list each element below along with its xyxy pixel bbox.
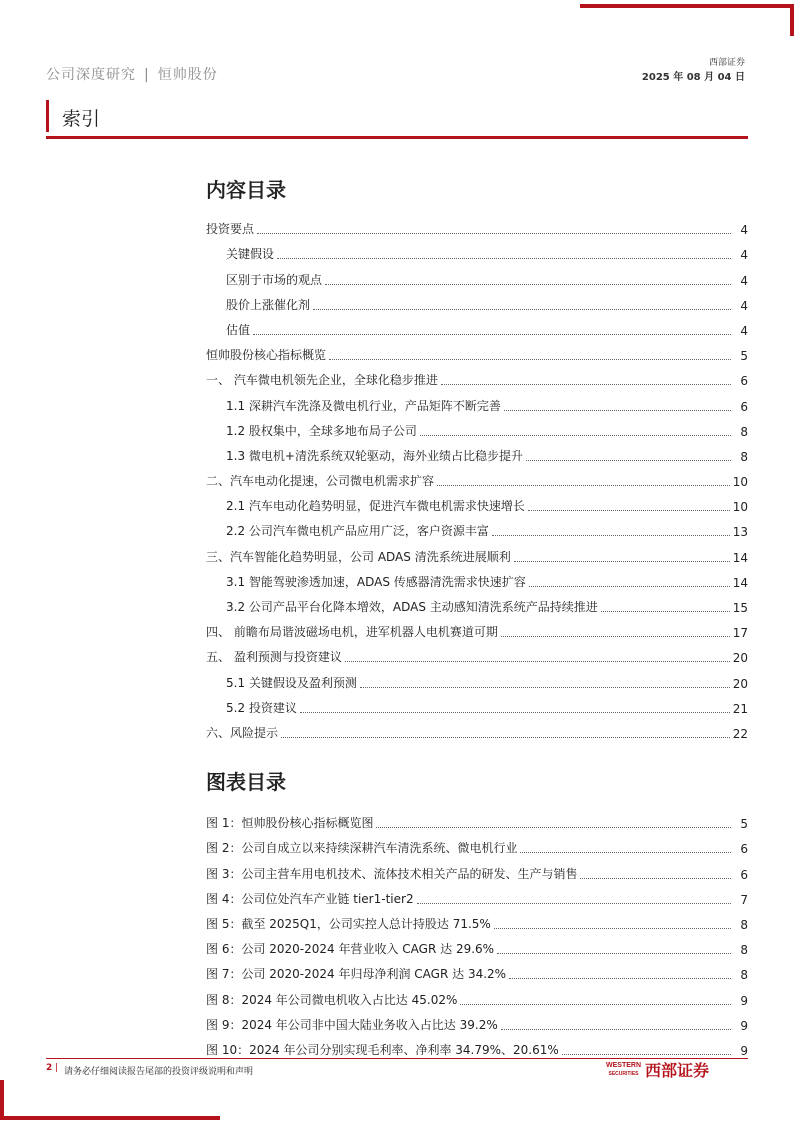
company-name: 恒帅股份 (157, 67, 218, 83)
toc-entry[interactable]: 1.3 微电机+清洗系统双轮驱动，海外业绩占比稳步提升 8 (226, 448, 748, 464)
figure-entry[interactable]: 图 9：2024 年公司非中国大陆业务收入占比达 39.2% 9 (206, 1017, 748, 1033)
toc-entry[interactable]: 投资要点 4 (206, 222, 748, 238)
toc-entry[interactable]: 3.1 智能驾驶渗透加速，ADAS 传感器清洗需求快速扩容 14 (226, 574, 748, 590)
toc-entry[interactable]: 六、风险提示 22 (206, 725, 748, 741)
toc-entry[interactable]: 区别于市场的观点 4 (226, 272, 748, 288)
toc-entry[interactable]: 关键假设 4 (226, 247, 748, 263)
section-divider (46, 136, 748, 139)
corner-decoration-top-right-vertical (790, 4, 794, 36)
figure-entry[interactable]: 图 8：2024 年公司微电机收入占比达 45.02% 9 (206, 992, 748, 1008)
report-date: 2025 年 08 月 04 日 (641, 72, 745, 83)
toc-entry[interactable]: 四、 前瞻布局谐波磁场电机，进军机器人电机赛道可期 17 (206, 625, 748, 641)
toc-entry[interactable]: 二、汽车电动化提速，公司微电机需求扩容 10 (206, 474, 748, 490)
figures-list (206, 806, 748, 1058)
toc-entry[interactable]: 5.2 投资建议 21 (226, 700, 748, 716)
header-separator: | (144, 67, 150, 83)
toc-entry[interactable]: 2.1 汽车电动化趋势明显，促进汽车微电机需求快速增长 10 (226, 499, 748, 515)
page-number: 2 (46, 1063, 53, 1073)
section-marker (46, 100, 49, 132)
figures-toc (206, 764, 748, 1058)
report-header (46, 64, 218, 84)
contents-toc (206, 172, 748, 741)
toc-entry[interactable]: 3.2 公司产品平台化降本增效，ADAS 主动感知清洗系统产品持续推进 15 (226, 600, 748, 615)
toc-entry[interactable]: 估值 4 (226, 322, 748, 338)
figure-entry[interactable]: 图 4：公司位处汽车产业链 tier1-tier2 7 (206, 891, 748, 907)
report-type: 公司深度研究 (46, 67, 136, 83)
figure-entry[interactable]: 图 7：公司 2020-2024 年归母净利润 CAGR 达 34.2% 8 (206, 967, 748, 983)
toc-entry[interactable]: 五、 盈利预测与投资建议 20 (206, 650, 748, 666)
toc-entry[interactable]: 一、 汽车微电机领先企业，全球化稳步推进 6 (206, 373, 748, 389)
figure-entry[interactable]: 图 5：截至 2025Q1，公司实控人总计持股达 71.5% 8 (206, 916, 748, 932)
toc-entry[interactable]: 恒帅股份核心指标概览 5 (206, 348, 748, 364)
footer-disclaimer: 请务必仔细阅读报告尾部的投资评级说明和声明 (64, 1067, 254, 1077)
figure-entry[interactable]: 图 10：2024 年公司分别实现毛利率、净利率 34.79%、20.61% 9 (206, 1042, 748, 1058)
corner-decoration-bottom-left (0, 1116, 220, 1120)
section-title: 索引 (62, 108, 101, 130)
figure-entry[interactable]: 图 3：公司主营车用电机技术、流体技术相关产品的研发、生产与销售 6 (206, 866, 748, 882)
logo-chinese: 西部证券 (645, 1061, 710, 1080)
figures-heading: 图表目录 (206, 770, 286, 794)
contents-heading: 内容目录 (206, 178, 286, 202)
toc-entry[interactable]: 5.1 关键假设及盈利预测 20 (226, 675, 748, 691)
toc-entry[interactable]: 1.1 深耕汽车洗涤及微电机行业，产品矩阵不断完善 6 (226, 398, 748, 414)
figure-entry[interactable]: 图 2：公司自成立以来持续深耕汽车清洗系统、微电机行业 6 (206, 841, 748, 857)
contents-list (206, 212, 748, 741)
figure-entry[interactable]: 图 1：恒帅股份核心指标概览图 5 (206, 816, 748, 832)
company-logo (606, 1058, 709, 1081)
toc-entry[interactable]: 三、汽车智能化趋势明显，公司 ADAS 清洗系统进展顺利 14 (206, 549, 748, 565)
figure-entry[interactable]: 图 6：公司 2020-2024 年营业收入 CAGR 达 29.6% 8 (206, 942, 748, 958)
toc-entry[interactable]: 股价上涨催化剂 4 (226, 297, 748, 313)
corner-decoration-top-right (580, 4, 794, 8)
toc-entry[interactable]: 2.2 公司汽车微电机产品应用广泛，客户资源丰富 13 (226, 524, 748, 540)
footer-separator: | (55, 1063, 59, 1073)
header-brand: 西部证券 (708, 58, 745, 68)
corner-decoration-bottom-left-vertical (0, 1080, 4, 1120)
toc-entry[interactable]: 1.2 股权集中，全球多地布局子公司 8 (226, 423, 748, 439)
logo-english: WESTERN SECURITIES (606, 1061, 641, 1077)
